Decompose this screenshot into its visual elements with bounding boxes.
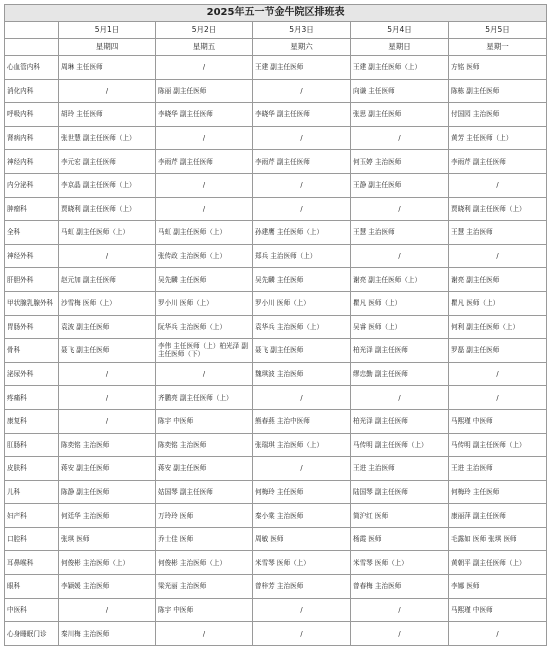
schedule-cell: 张瑞琪 主治医师（上） [253,433,351,457]
department-cell: 眼科 [5,575,59,599]
table-row [5,244,547,268]
schedule-cell: 聂飞 副主任医师 [253,339,351,363]
schedule-cell: 何俊彬 主治医师（上） [156,551,253,575]
schedule-cell: 蒋安 副主任医师 [59,457,156,481]
department-cell: 神经内科 [5,150,59,174]
department-cell: 全科 [5,221,59,245]
schedule-cell: / [253,79,351,103]
schedule-cell: 康丽萍 副主任医师 [449,504,547,528]
schedule-cell: 何梅玲 主任医师 [449,480,547,504]
weekday-header: 星期日 [351,39,449,56]
schedule-cell: 秦川梅 主治医师 [59,622,156,646]
schedule-cell: 黄朝平 副主任医师（上） [449,551,547,575]
table-row [5,197,547,221]
department-cell: 肝胆外科 [5,268,59,292]
schedule-cell: / [351,622,449,646]
schedule-cell: / [59,409,156,433]
schedule-cell: 聂飞 副主任医师 [59,339,156,363]
schedule-cell: 梁光丽 主治医师 [156,575,253,599]
date-header: 5月4日 [351,22,449,39]
schedule-cell: 罗磊 副主任医师 [449,339,547,363]
schedule-cell: 罗小川 医师（上） [253,291,351,315]
schedule-cell: / [156,173,253,197]
schedule-cell: / [156,622,253,646]
schedule-cell: 吴先麟 主任医师 [253,268,351,292]
schedule-cell: / [449,362,547,386]
schedule-cell: / [156,197,253,221]
schedule-cell: / [351,197,449,221]
schedule-cell: 马熙瑾 中医师 [449,409,547,433]
schedule-cell: 陆国琴 副主任医师 [351,480,449,504]
department-cell: 肾病内科 [5,126,59,150]
schedule-cell: 马传明 副主任医师（上） [449,433,547,457]
schedule-cell: / [253,386,351,410]
schedule-cell: 陈宇 中医师 [156,598,253,622]
table-row [5,551,547,575]
schedule-cell: 毛露如 医师 张琪 医师 [449,527,547,551]
weekday-header-row [5,39,547,56]
schedule-cell: / [449,173,547,197]
schedule-cell: 周琳 主任医师 [59,56,156,80]
weekday-header: 星期一 [449,39,547,56]
schedule-cell: 李雨芹 副主任医师 [156,150,253,174]
schedule-cell: 张琪 医师 [59,527,156,551]
schedule-cell: 向谦 主任医师 [351,79,449,103]
schedule-cell: / [449,386,547,410]
schedule-cell: / [59,362,156,386]
weekday-header: 星期六 [253,39,351,56]
department-cell: 耳鼻喉科 [5,551,59,575]
schedule-cell: 乔士佳 医师 [156,527,253,551]
table-row [5,527,547,551]
schedule-cell: 阮华兵 主治医师（上） [156,315,253,339]
schedule-cell: 李晓华 副主任医师 [156,103,253,127]
department-cell: 泌尿外科 [5,362,59,386]
schedule-cell: 袁波 副主任医师 [59,315,156,339]
schedule-cell: 王慧 主治医师 [351,221,449,245]
date-header: 5月2日 [156,22,253,39]
date-header: 5月3日 [253,22,351,39]
schedule-cell: 瞿凡 医师（上） [351,291,449,315]
schedule-cell: / [351,386,449,410]
schedule-cell: 王建 副主任医师（上） [351,56,449,80]
schedule-cell: 陈栋 副主任医师 [449,79,547,103]
department-cell: 口腔科 [5,527,59,551]
schedule-cell: 沙雪梅 医师（上） [59,291,156,315]
table-row [5,268,547,292]
table-row [5,150,547,174]
department-cell: 内分泌科 [5,173,59,197]
schedule-cell: / [59,79,156,103]
table-title: 2025年五一节金牛院区排班表 [5,5,547,22]
schedule-cell: / [253,598,351,622]
schedule-cell: 何利 副主任医师（上） [449,315,547,339]
schedule-cell: 熊春燕 主治中医师 [253,409,351,433]
schedule-cell: 罗小川 医师（上） [156,291,253,315]
title-row [5,5,547,22]
schedule-cell: 王建 副主任医师 [253,56,351,80]
schedule-cell: / [253,622,351,646]
department-cell: 儿科 [5,480,59,504]
department-cell: 疼痛科 [5,386,59,410]
schedule-cell: 李元宏 副主任医师 [59,150,156,174]
table-row [5,339,547,363]
table-row [5,315,547,339]
schedule-cell: 贾晓利 副主任医师（上） [449,197,547,221]
department-cell: 神经外科 [5,244,59,268]
schedule-cell: 吴先麟 主任医师 [156,268,253,292]
department-cell: 骨科 [5,339,59,363]
schedule-cell: 李娜 医师 [449,575,547,599]
department-cell: 中医科 [5,598,59,622]
schedule-cell: 杨霞 医师 [351,527,449,551]
schedule-cell: 谢亮 副主任医师 [449,268,547,292]
schedule-cell: 王进 主治医师 [351,457,449,481]
schedule-cell: 曾梓芳 主治医师 [253,575,351,599]
schedule-cell: 何玉婷 主治医师 [351,150,449,174]
weekday-header: 星期四 [59,39,156,56]
date-header-row [5,22,547,39]
schedule-cell: / [253,197,351,221]
schedule-cell: 孙建鹰 主任医师（上） [253,221,351,245]
schedule-sheet [4,4,546,646]
schedule-cell: 柏光泽 副主任医师 [351,339,449,363]
schedule-cell: 何俊彬 主治医师（上） [59,551,156,575]
schedule-cell: 李雨芹 副主任医师 [449,150,547,174]
department-cell: 皮肤科 [5,457,59,481]
schedule-cell: / [351,244,449,268]
schedule-cell: 胡玲 主任医师 [59,103,156,127]
department-cell: 妇产科 [5,504,59,528]
schedule-cell: / [59,244,156,268]
schedule-cell: 张思 副主任医师 [351,103,449,127]
department-cell: 甲状腺乳腺外科 [5,291,59,315]
schedule-cell: 马虹 副主任医师（上） [156,221,253,245]
department-cell: 消化内科 [5,79,59,103]
schedule-cell: 袁华兵 主治医师（上） [253,315,351,339]
schedule-cell: / [253,173,351,197]
schedule-cell: / [59,598,156,622]
schedule-cell: 米雪琴 医师（上） [253,551,351,575]
schedule-cell: / [156,56,253,80]
schedule-cell: / [449,622,547,646]
schedule-cell: 姑国琴 副主任医师 [156,480,253,504]
department-cell: 心血管内科 [5,56,59,80]
schedule-cell: / [253,126,351,150]
date-header: 5月5日 [449,22,547,39]
schedule-cell: 米雪琴 医师（上） [351,551,449,575]
schedule-cell: 郑兵 主治医师（上） [253,244,351,268]
schedule-cell: 李颖媛 主治医师 [59,575,156,599]
schedule-cell: 李雨芹 副主任医师 [253,150,351,174]
date-header: 5月1日 [59,22,156,39]
department-cell: 心身睡眠门诊 [5,622,59,646]
schedule-cell: 缪忠勤 副主任医师 [351,362,449,386]
schedule-cell: 李京晶 副主任医师（上） [59,173,156,197]
table-row [5,79,547,103]
schedule-cell: 李伟 主任医师（上）柏光泽 副主任医师（下） [156,339,253,363]
table-row [5,362,547,386]
department-cell: 肿瘤科 [5,197,59,221]
schedule-cell: 陈奕铭 主治医师 [59,433,156,457]
table-row [5,575,547,599]
weekday-header: 星期五 [156,39,253,56]
table-row [5,291,547,315]
schedule-cell: 魏琪波 主治医师 [253,362,351,386]
schedule-cell: 张传政 主治医师（上） [156,244,253,268]
schedule-cell: 贾晓利 副主任医师（上） [59,197,156,221]
schedule-cell: 周敏 医师 [253,527,351,551]
schedule-cell: / [351,126,449,150]
table-row [5,126,547,150]
schedule-cell: 李晓华 副主任医师 [253,103,351,127]
schedule-cell: 陈奕铭 主治医师 [156,433,253,457]
corner-cell [5,22,59,39]
schedule-cell: 张世慧 副主任医师（上） [59,126,156,150]
table-row [5,56,547,80]
table-row [5,480,547,504]
schedule-cell: 谢亮 副主任医师（上） [351,268,449,292]
schedule-cell: 曾春梅 主治医师 [351,575,449,599]
table-row [5,386,547,410]
schedule-cell: 万玲玲 医师 [156,504,253,528]
schedule-cell: / [253,457,351,481]
schedule-table [4,4,547,646]
schedule-cell: 蒋安 副主任医师 [156,457,253,481]
schedule-cell: 方铭 医师 [449,56,547,80]
table-row [5,409,547,433]
schedule-cell: 齐鹏亮 副主任医师（上） [156,386,253,410]
schedule-cell: 赵元加 副主任医师 [59,268,156,292]
table-row [5,622,547,646]
department-cell: 呼吸内科 [5,103,59,127]
schedule-cell: 简沪红 医师 [351,504,449,528]
corner-cell [5,39,59,56]
schedule-cell: 马传明 副主任医师（上） [351,433,449,457]
schedule-cell: / [156,362,253,386]
schedule-cell: 陈丽 副主任医师 [156,79,253,103]
schedule-cell: 吴睿 医师（上） [351,315,449,339]
schedule-cell: 柏光泽 副主任医师 [351,409,449,433]
schedule-cell: 王进 主治医师 [449,457,547,481]
schedule-cell: 付国园 主治医师 [449,103,547,127]
department-cell: 肛肠科 [5,433,59,457]
schedule-cell: / [449,244,547,268]
table-row [5,433,547,457]
schedule-cell: / [351,598,449,622]
schedule-cell: 黄芳 主任医师（上） [449,126,547,150]
table-row [5,598,547,622]
schedule-cell: 何梅玲 主任医师 [253,480,351,504]
schedule-cell: 何廷华 主治医师 [59,504,156,528]
table-row [5,173,547,197]
department-cell: 胃肠外科 [5,315,59,339]
department-cell: 康复科 [5,409,59,433]
table-row [5,457,547,481]
schedule-cell: / [59,386,156,410]
schedule-cell: 瞿凡 医师（上） [449,291,547,315]
schedule-cell: 秦小棠 主治医师 [253,504,351,528]
schedule-cell: 陈静 副主任医师 [59,480,156,504]
schedule-cell: 王慧 主治医师 [449,221,547,245]
schedule-cell: 马虹 副主任医师（上） [59,221,156,245]
table-row [5,504,547,528]
table-row [5,103,547,127]
schedule-cell: / [156,126,253,150]
schedule-cell: 马熙瑾 中医师 [449,598,547,622]
schedule-cell: 王静 副主任医师 [351,173,449,197]
schedule-cell: 陈宇 中医师 [156,409,253,433]
table-row [5,221,547,245]
